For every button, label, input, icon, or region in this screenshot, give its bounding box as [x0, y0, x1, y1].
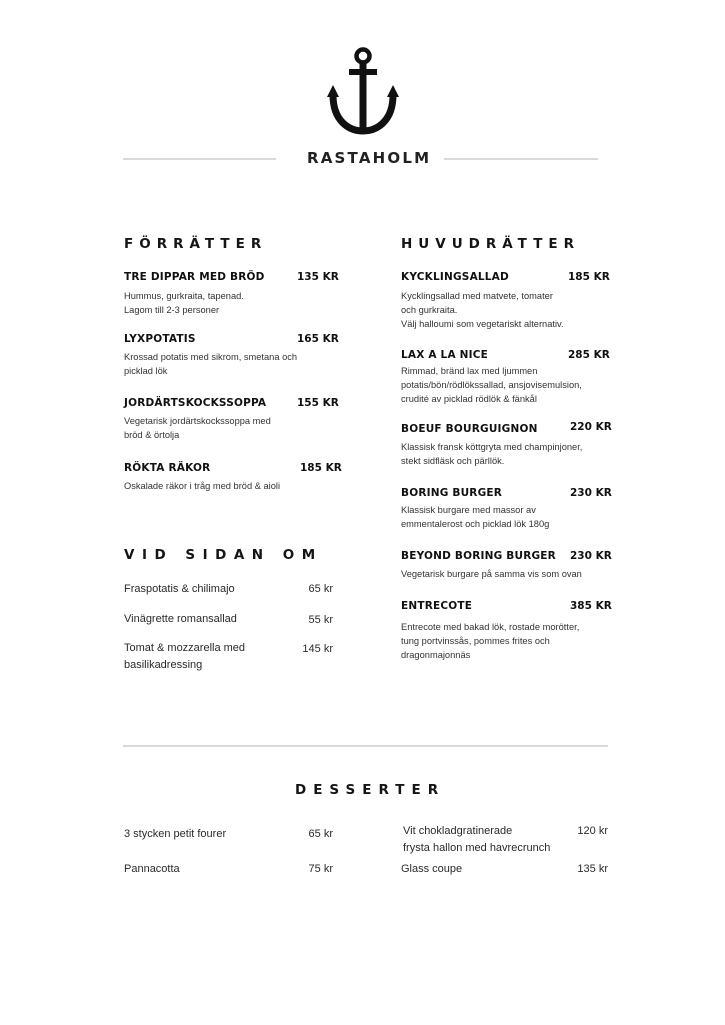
- side-item-line: Fraspotatis & chilimajo: [124, 583, 235, 595]
- dessert-item-line: Vit chokladgratinerade: [403, 825, 513, 837]
- desc-line: emmentalerost och picklad lök 180g: [401, 519, 550, 529]
- header-rule-left: [123, 158, 276, 160]
- dessert-item-name: [401, 861, 462, 878]
- desc-line: bröd & örtolja: [124, 430, 180, 440]
- desc-line: potatis/bön/rödlökssallad, ansjovisemulsion,: [401, 380, 582, 390]
- section-heading-desserter: DESSERTER: [295, 782, 446, 798]
- menu-item-name: KYCKLINGSALLAD: [401, 271, 509, 283]
- dessert-item-price: 75 kr: [308, 863, 333, 875]
- menu-item-desc: [124, 289, 324, 317]
- brand-name: RASTAHOLM: [307, 149, 432, 167]
- desc-line: crudité av picklad rödlök & fänkål: [401, 394, 537, 404]
- dessert-item-name: [124, 861, 180, 878]
- menu-item-name: RÖKTA RÄKOR: [124, 462, 211, 474]
- desc-line: Entrecote med bakad lök, rostade morötter,: [401, 622, 580, 632]
- menu-item-desc: [124, 479, 324, 493]
- side-item-name: [124, 581, 235, 598]
- dessert-item-price: 65 kr: [308, 828, 333, 840]
- desc-line: Hummus, gurkraita, tapenad.: [124, 291, 244, 301]
- menu-item-price: 185 KR: [568, 271, 610, 283]
- desc-line: dragonmajonnäs: [401, 650, 471, 660]
- desc-line: Klassisk burgare med massor av: [401, 505, 536, 515]
- side-item-line: Tomat & mozzarella med: [124, 642, 246, 654]
- menu-item-name: TRE DIPPAR MED BRÖD: [124, 271, 265, 283]
- side-item-name: [124, 640, 245, 674]
- dessert-item-name: [403, 823, 550, 857]
- desc-line: Kycklingsallad med matvete, tomater: [401, 291, 553, 301]
- menu-item-desc: [401, 440, 601, 468]
- desc-line: Klassisk fransk köttgryta med champinjoner,: [401, 442, 583, 452]
- dessert-item-line: frysta hallon med havrecrunch: [403, 842, 551, 854]
- dessert-item-price: 135 kr: [577, 863, 608, 875]
- dessert-item-line: Glass coupe: [401, 863, 463, 875]
- menu-item-price: 230 KR: [570, 550, 612, 562]
- menu-item-price: 155 KR: [297, 397, 339, 409]
- side-item-line: Vinägrette romansallad: [124, 613, 237, 625]
- menu-item-desc: [124, 350, 324, 378]
- desc-line: Välj halloumi som vegetariskt alternativ.: [401, 319, 564, 329]
- desc-line: picklad lök: [124, 366, 168, 376]
- desc-line: Krossad potatis med sikrom, smetana och: [124, 352, 298, 362]
- menu-item-price: 185 KR: [300, 462, 342, 474]
- desserter-divider: [123, 745, 608, 747]
- menu-item-name: BORING BURGER: [401, 487, 503, 499]
- menu-item-price: 230 KR: [570, 487, 612, 499]
- menu-item-name: LYXPOTATIS: [124, 333, 196, 345]
- anchor-icon: [327, 47, 399, 137]
- menu-item-name: JORDÄRTSKOCKSSOPPA: [124, 397, 267, 409]
- section-heading-forratter: FÖRRÄTTER: [124, 236, 268, 252]
- side-item-price: 55 kr: [308, 614, 333, 626]
- menu-item-price: 135 KR: [297, 271, 339, 283]
- side-item-price: 65 kr: [308, 583, 333, 595]
- section-heading-vid-sidan-om: VID SIDAN OM: [124, 547, 323, 563]
- side-item-name: [124, 611, 237, 628]
- menu-item-price: 220 KR: [570, 421, 612, 433]
- desc-line: Lagom till 2-3 personer: [124, 305, 220, 315]
- menu-item-name: ENTRECOTE: [401, 600, 473, 612]
- section-heading-huvudratter: HUVUDRÄTTER: [401, 236, 581, 252]
- desc-line: Vegetarisk jordärtskockssoppa med: [124, 416, 271, 426]
- menu-item-desc: [401, 620, 601, 662]
- menu-item-desc: [124, 414, 324, 442]
- side-item-price: 145 kr: [302, 643, 333, 655]
- dessert-item-name: [124, 826, 226, 843]
- menu-item-price: 385 KR: [570, 600, 612, 612]
- dessert-item-price: 120 kr: [577, 825, 608, 837]
- menu-item-name: BEYOND BORING BURGER: [401, 550, 556, 562]
- menu-item-price: 165 KR: [297, 333, 339, 345]
- menu-item-desc: [401, 289, 601, 331]
- desc-line: tung portvinssås, pommes frites och: [401, 636, 550, 646]
- menu-item-desc: [401, 503, 601, 531]
- menu-item-name: LAX A LA NICE: [401, 349, 488, 361]
- menu-item-desc: [401, 364, 601, 406]
- dessert-item-line: 3 stycken petit fourer: [124, 828, 227, 840]
- desc-line: och gurkraita.: [401, 305, 458, 315]
- dessert-item-line: Pannacotta: [124, 863, 180, 875]
- side-item-line: basilikadressing: [124, 659, 203, 671]
- desc-line: Rimmad, bränd lax med ljummen: [401, 366, 538, 376]
- menu-item-name: BOEUF BOURGUIGNON: [401, 423, 538, 435]
- desc-line: Vegetarisk burgare på samma vis som ovan: [401, 569, 582, 579]
- header-rule-right: [444, 158, 598, 160]
- desc-line: Oskalade räkor i tråg med bröd & aioli: [124, 481, 281, 491]
- menu-item-desc: [401, 567, 601, 581]
- desc-line: stekt sidfläsk och pärllök.: [401, 456, 505, 466]
- menu-item-price: 285 KR: [568, 349, 610, 361]
